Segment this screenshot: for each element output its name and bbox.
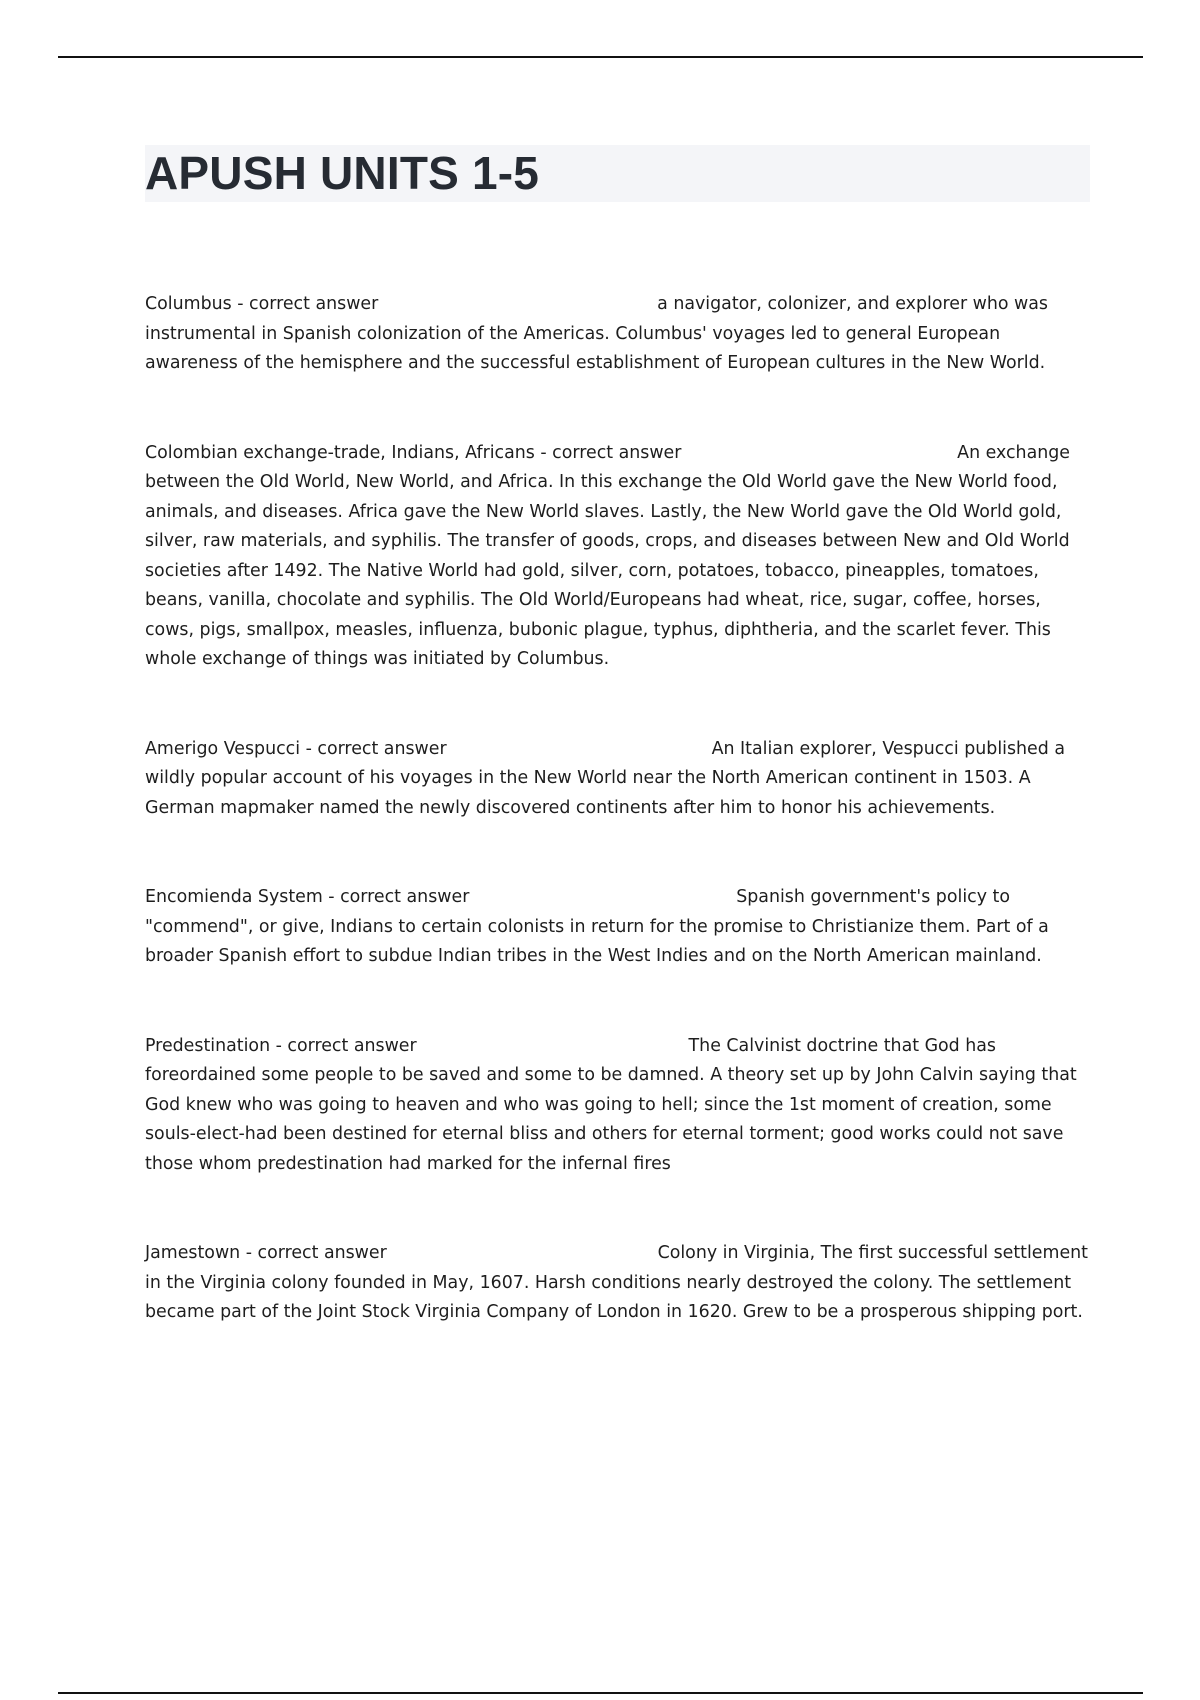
flashcard-list [145, 290, 1090, 1328]
term: Predestination - correct answer [145, 1035, 417, 1056]
flashcard-entry [145, 1032, 1090, 1180]
term: Columbus - correct answer [145, 294, 379, 314]
term: Jamestown - correct answer [145, 1243, 387, 1263]
term-line [145, 1032, 1090, 1062]
definition: wildly popular account of his voyages in the New World near the North American continent in 1503. A German mapmaker named the newly discovered continents after him to honor his achievements. [145, 768, 1031, 818]
definition: between the Old World, New World, and Africa. In this exchange the Old World gave the New World food, animals, and diseases. Africa gave the New World slaves. Lastly, the New World gave the Old World gold, silver, raw materials, and syphilis. The transfer of goods, crops, and diseases between New and Old World societies after 1492. The Native World had gold, silver, corn, potatoes, tobacco, pineapples, tomatoes, beans, vanilla, chocolate and syphilis. The Old World/Europeans had wheat, rice, sugar, coffee, horses, cows, pigs, smallpox, measles, influenza, bubonic plague, typhus, diphtheria, and the scarlet fever. This whole exchange of things was initiated by Columbus. [145, 472, 1070, 669]
term: Colombian exchange-trade, Indians, Africans - correct answer [145, 442, 682, 463]
flashcard-entry [145, 1239, 1090, 1328]
definition: instrumental in Spanish colonization of the Americas. Columbus' voyages led to general European awareness of the hemisphere and the successful establishment of European cultures in the New World. [145, 323, 1046, 373]
definition-start: An Italian explorer, Vespucci published a [711, 738, 1065, 759]
term-line [145, 1239, 1090, 1269]
definition-start: An exchange [957, 442, 1070, 463]
definition-start: Colony in Virginia, The first successful settlement [657, 1243, 1088, 1263]
definition-start: a navigator, colonizer, and explorer who was [657, 294, 1048, 314]
definition-start: The Calvinist doctrine that God has [688, 1035, 996, 1056]
top-rule [58, 56, 1143, 58]
bottom-rule [58, 1692, 1143, 1694]
term-line [145, 735, 1090, 765]
flashcard-entry [145, 439, 1090, 675]
term: Encomienda System - correct answer [145, 887, 470, 907]
definition: in the Virginia colony founded in May, 1607. Harsh conditions nearly destroyed the colony. The settlement became part of the Joint Stock Virginia Company of London in 1620. Grew to be a prosperous shipping port. [145, 1272, 1083, 1322]
definition: "commend", or give, Indians to certain colonists in return for the promise to Christianize them. Part of a broader Spanish effort to subdue Indian tribes in the West Indies and on the North American mainland. [145, 916, 1049, 966]
term-line [145, 290, 1090, 320]
term: Amerigo Vespucci - correct answer [145, 738, 447, 759]
term-line [145, 883, 1090, 913]
definition: foreordained some people to be saved and some to be damned. A theory set up by John Calvin saying that God knew who was going to heaven and who was going to hell; since the 1st moment of creation, some souls-elect-had been destined for eternal bliss and others for eternal torment; good works could not save those whom predestination had marked for the infernal fires [145, 1065, 1077, 1174]
flashcard-entry [145, 735, 1090, 824]
page-title: APUSH UNITS 1-5 [145, 147, 540, 199]
term-line [145, 439, 1090, 469]
flashcard-entry [145, 883, 1090, 972]
flashcard-entry [145, 290, 1090, 379]
definition-start: Spanish government's policy to [736, 887, 1010, 907]
